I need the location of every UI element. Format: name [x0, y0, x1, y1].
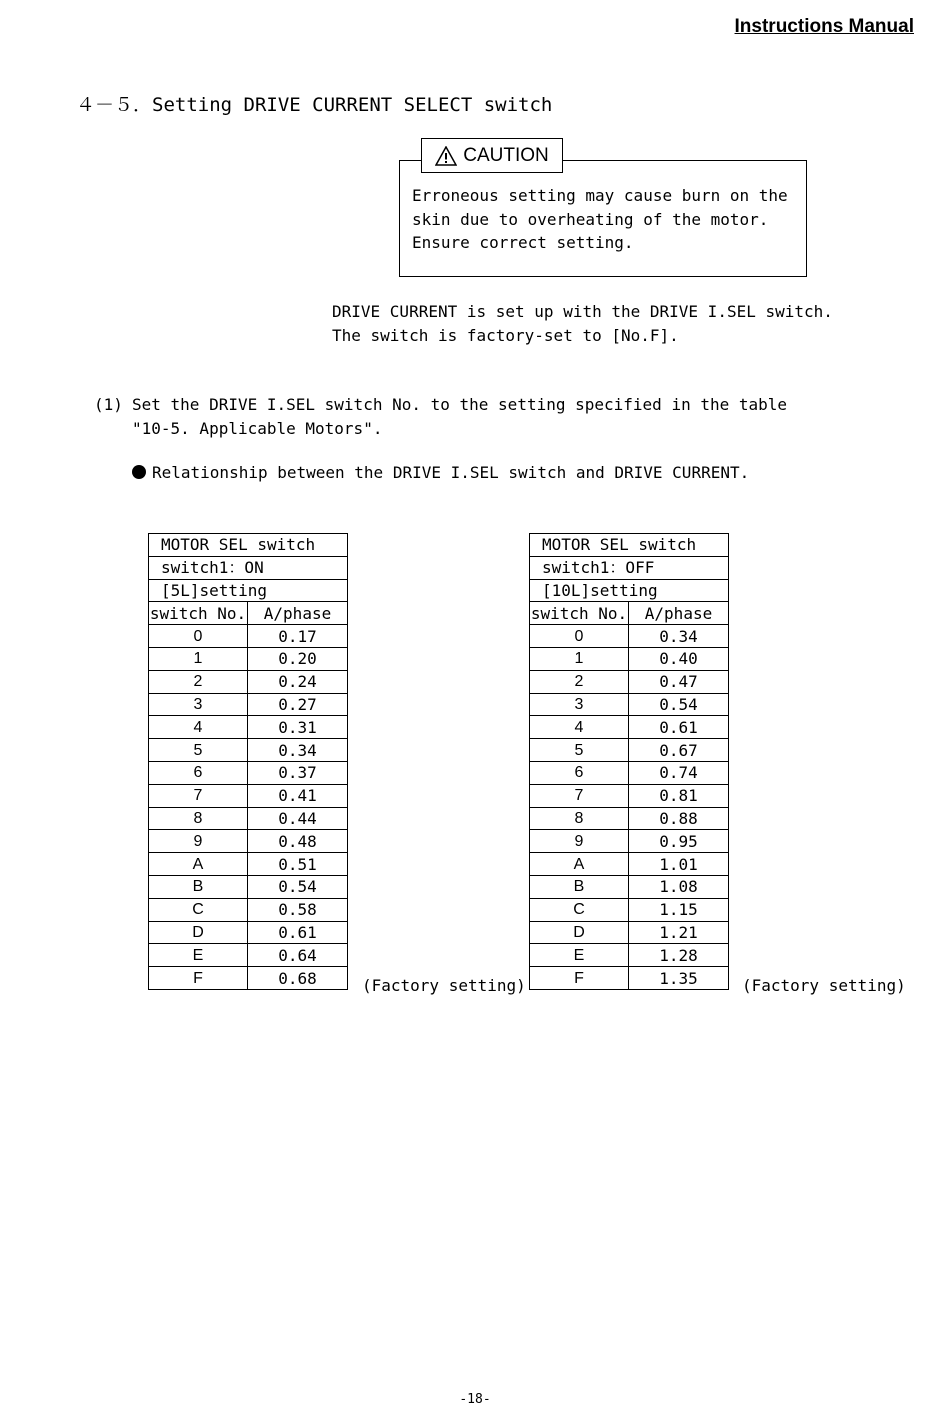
- table-row: [149, 739, 348, 762]
- current-value-cell: 0.88: [629, 807, 729, 830]
- intro-paragraph: [332, 300, 833, 347]
- current-value-cell: 0.67: [629, 739, 729, 762]
- table-row: [149, 693, 348, 716]
- step-number: (1): [94, 395, 123, 414]
- page-number: -18-: [459, 1392, 491, 1407]
- table-row: [530, 625, 729, 648]
- current-value-cell: 0.44: [248, 807, 348, 830]
- switch-number-cell: 0: [149, 625, 248, 648]
- table-row: [149, 670, 348, 693]
- switch-number-cell: F: [530, 967, 629, 990]
- table-header-row: [530, 534, 729, 557]
- switch-number-cell: 9: [149, 830, 248, 853]
- step-text: [132, 393, 787, 440]
- current-value-cell: 0.81: [629, 784, 729, 807]
- bullet-item: [132, 463, 749, 482]
- switch-number-cell: 1: [149, 647, 248, 670]
- table-row: [530, 716, 729, 739]
- switch-number-cell: 1: [530, 647, 629, 670]
- table-row: [530, 670, 729, 693]
- current-value-cell: 0.61: [629, 716, 729, 739]
- table-row: [149, 898, 348, 921]
- switch-number-cell: 3: [149, 693, 248, 716]
- current-value-cell: 0.58: [248, 898, 348, 921]
- current-value-cell: 0.17: [248, 625, 348, 648]
- table-header-cell: MOTOR SEL switch: [149, 534, 348, 557]
- current-value-cell: 0.37: [248, 761, 348, 784]
- table-header-row: [530, 579, 729, 602]
- drive-current-table-5l: [148, 533, 348, 990]
- switch-number-cell: 2: [149, 670, 248, 693]
- current-value-cell: 0.31: [248, 716, 348, 739]
- table-row: [530, 830, 729, 853]
- switch-number-cell: A: [530, 853, 629, 876]
- switch-number-cell: B: [530, 875, 629, 898]
- table-row: [530, 853, 729, 876]
- table-row: [530, 875, 729, 898]
- factory-setting-note: (Factory setting): [362, 976, 526, 995]
- current-value-cell: 0.54: [629, 693, 729, 716]
- table-row: [530, 647, 729, 670]
- table-header-row: [149, 556, 348, 579]
- column-header-a-phase: A/phase: [248, 602, 348, 625]
- document-header-title: Instructions Manual: [734, 16, 914, 37]
- current-value-cell: 0.24: [248, 670, 348, 693]
- table-header-cell: MOTOR SEL switch: [530, 534, 729, 557]
- current-value-cell: 1.15: [629, 898, 729, 921]
- current-value-cell: 1.01: [629, 853, 729, 876]
- table-row: [149, 921, 348, 944]
- switch-number-cell: 7: [149, 784, 248, 807]
- table-header-cell: switch1：ON: [149, 556, 348, 579]
- switch-number-cell: 5: [530, 739, 629, 762]
- current-value-cell: 0.41: [248, 784, 348, 807]
- column-header-row: [149, 602, 348, 625]
- caution-line: Erroneous setting may cause burn on the: [412, 186, 788, 205]
- bullet-dot-icon: [132, 465, 146, 479]
- bullet-text: Relationship between the DRIVE I.SEL switch and DRIVE CURRENT.: [152, 463, 750, 482]
- current-value-cell: 0.20: [248, 647, 348, 670]
- caution-text: [412, 184, 788, 255]
- switch-number-cell: D: [149, 921, 248, 944]
- table-row: [530, 967, 729, 990]
- table-row: [149, 716, 348, 739]
- caution-label: [421, 138, 563, 173]
- current-value-cell: 1.21: [629, 921, 729, 944]
- switch-number-cell: 6: [530, 761, 629, 784]
- step-line: "10-5. Applicable Motors".: [132, 418, 383, 438]
- caution-label-text: CAUTION: [463, 144, 549, 166]
- section-title: ４－５．Setting DRIVE CURRENT SELECT switch: [76, 94, 553, 116]
- intro-line: The switch is factory-set to [No.F].: [332, 325, 679, 345]
- current-value-cell: 0.61: [248, 921, 348, 944]
- switch-number-cell: 0: [530, 625, 629, 648]
- switch-number-cell: 8: [530, 807, 629, 830]
- table-row: [149, 944, 348, 967]
- table-row: [530, 784, 729, 807]
- current-value-cell: 1.08: [629, 875, 729, 898]
- table-row: [149, 875, 348, 898]
- switch-number-cell: D: [530, 921, 629, 944]
- current-value-cell: 0.48: [248, 830, 348, 853]
- table-header-row: [149, 534, 348, 557]
- current-value-cell: 1.35: [629, 967, 729, 990]
- table-header-cell: [10L]setting: [530, 579, 729, 602]
- column-header-switch-no: switch No.: [530, 603, 628, 623]
- drive-current-table-10l: [529, 533, 729, 990]
- table-row: [530, 921, 729, 944]
- table-header-row: [530, 556, 729, 579]
- current-value-cell: 1.28: [629, 944, 729, 967]
- table-header-cell: switch1：OFF: [530, 556, 729, 579]
- switch-number-cell: 6: [149, 761, 248, 784]
- caution-line: skin due to overheating of the motor.: [412, 209, 769, 229]
- intro-line: DRIVE CURRENT is set up with the DRIVE I.SEL switch.: [332, 302, 833, 321]
- switch-number-cell: 9: [530, 830, 629, 853]
- table-row: [149, 625, 348, 648]
- current-value-cell: 0.34: [629, 625, 729, 648]
- current-value-cell: 0.54: [248, 875, 348, 898]
- table-row: [530, 739, 729, 762]
- column-header-row: [530, 602, 729, 625]
- table-row: [530, 898, 729, 921]
- current-value-cell: 0.27: [248, 693, 348, 716]
- switch-number-cell: 5: [149, 739, 248, 762]
- column-header-a-phase: A/phase: [629, 602, 729, 625]
- table-row: [530, 944, 729, 967]
- switch-number-cell: 4: [530, 716, 629, 739]
- switch-number-cell: E: [530, 944, 629, 967]
- table-row: [530, 761, 729, 784]
- switch-number-cell: 7: [530, 784, 629, 807]
- table-row: [149, 967, 348, 990]
- switch-number-cell: 2: [530, 670, 629, 693]
- current-value-cell: 0.74: [629, 761, 729, 784]
- switch-number-cell: 3: [530, 693, 629, 716]
- current-value-cell: 0.40: [629, 647, 729, 670]
- switch-number-cell: E: [149, 944, 248, 967]
- current-value-cell: 0.51: [248, 853, 348, 876]
- current-value-cell: 0.68: [248, 967, 348, 990]
- switch-number-cell: C: [149, 898, 248, 921]
- step-line: Set the DRIVE I.SEL switch No. to the setting specified in the table: [132, 395, 788, 414]
- switch-number-cell: 4: [149, 716, 248, 739]
- column-header-switch-no: switch No.: [149, 603, 247, 623]
- current-value-cell: 0.95: [629, 830, 729, 853]
- table-header-row: [149, 579, 348, 602]
- table-row: [149, 784, 348, 807]
- current-value-cell: 0.34: [248, 739, 348, 762]
- switch-number-cell: A: [149, 853, 248, 876]
- table-row: [149, 830, 348, 853]
- factory-setting-note: (Factory setting): [742, 976, 906, 995]
- switch-number-cell: B: [149, 875, 248, 898]
- caution-line: Ensure correct setting.: [412, 233, 634, 252]
- warning-triangle-icon: [435, 146, 457, 166]
- current-value-cell: 0.64: [248, 944, 348, 967]
- table-row: [149, 807, 348, 830]
- switch-number-cell: 8: [149, 807, 248, 830]
- table-row: [530, 693, 729, 716]
- switch-number-cell: C: [530, 898, 629, 921]
- table-header-cell: [5L]setting: [149, 579, 348, 602]
- table-row: [530, 807, 729, 830]
- switch-number-cell: F: [149, 967, 248, 990]
- table-row: [149, 853, 348, 876]
- current-value-cell: 0.47: [629, 670, 729, 693]
- table-row: [149, 761, 348, 784]
- table-row: [149, 647, 348, 670]
